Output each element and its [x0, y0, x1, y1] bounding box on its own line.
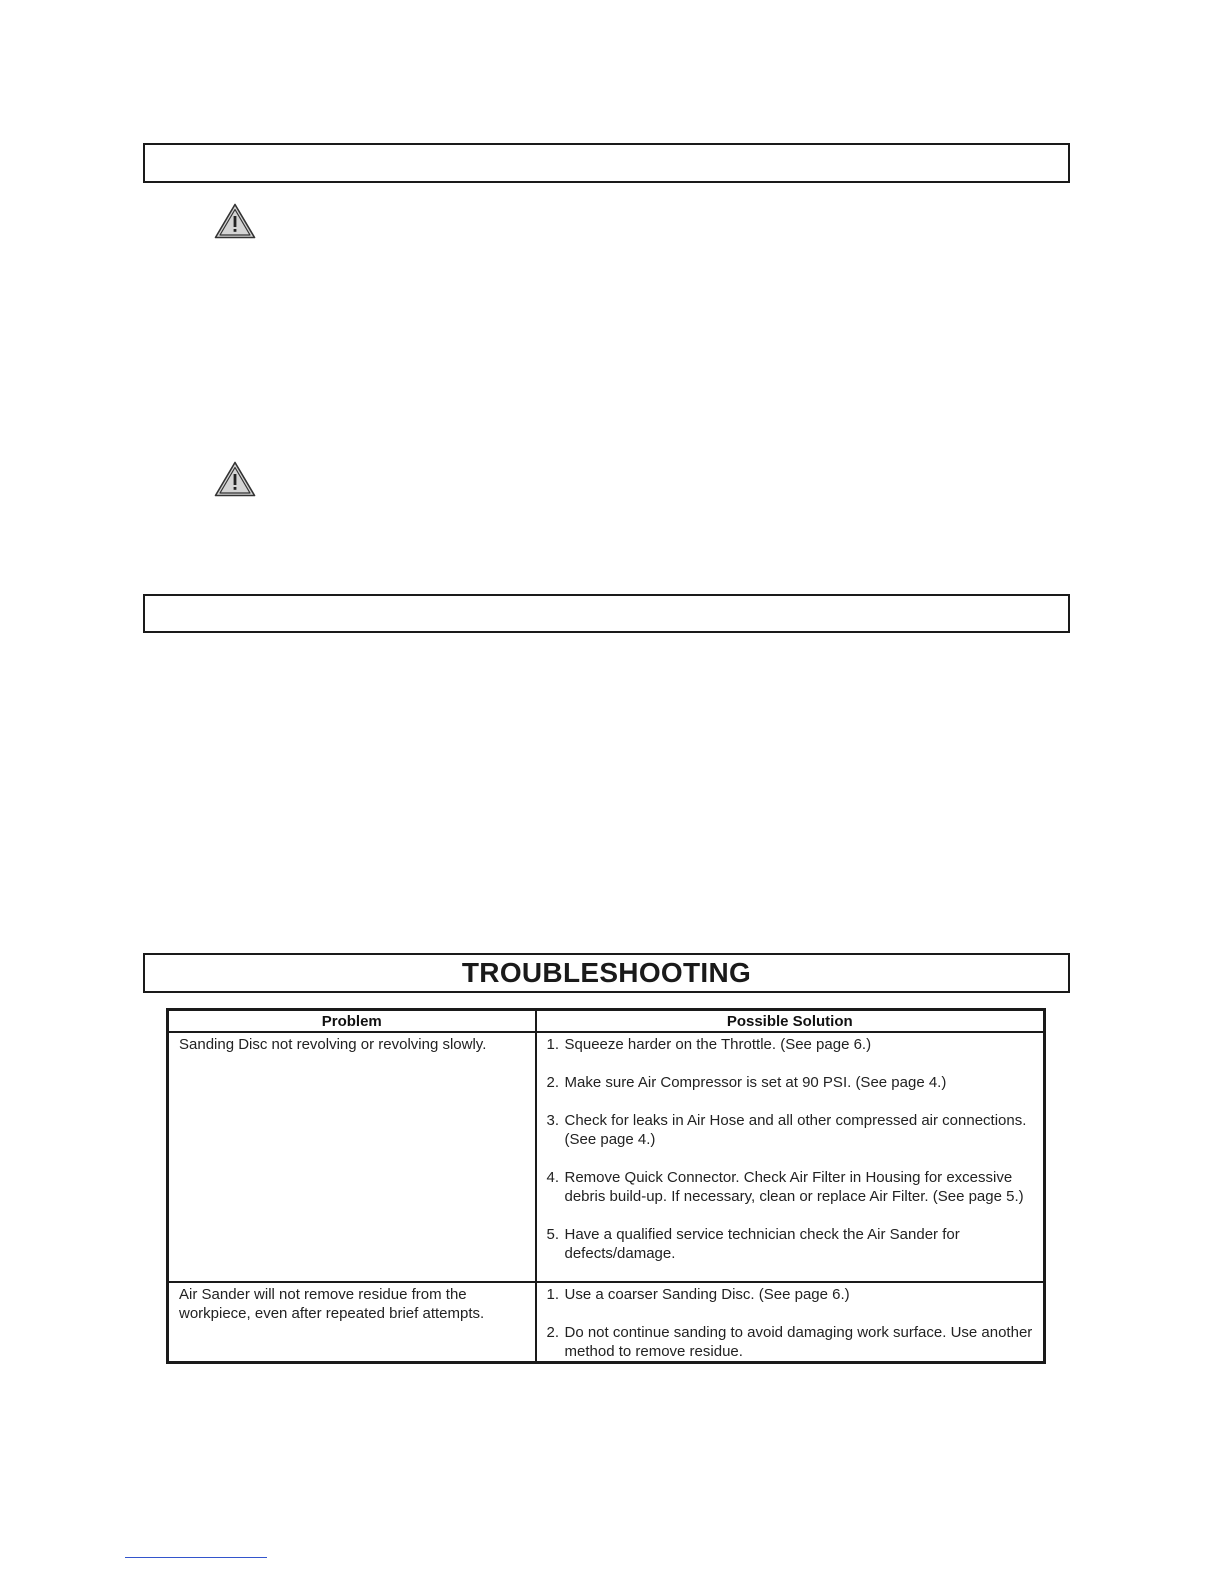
solution-text: Squeeze harder on the Throttle. (See page 6.) — [564, 1035, 872, 1053]
list-item — [547, 1073, 1036, 1092]
solution-list — [547, 1035, 1036, 1263]
table-row — [168, 1032, 1045, 1282]
solution-text: Check for leaks in Air Hose and all other compressed air connections. (See page 4.) — [564, 1111, 1027, 1148]
solution-number: 5. — [546, 1225, 560, 1243]
list-item — [547, 1111, 1036, 1149]
solution-number: 3. — [546, 1111, 560, 1129]
solution-text: Remove Quick Connector. Check Air Filter in Housing for excessive debris build-up. If necessary, clean or replace Air Filter. (See page 5.) — [564, 1168, 1024, 1205]
section-header-box-1 — [143, 143, 1070, 183]
table-row — [168, 1282, 1045, 1363]
warning-triangle-icon — [214, 461, 256, 497]
solution-number: 1. — [546, 1035, 560, 1053]
solution-cell — [536, 1032, 1045, 1282]
solution-text: Make sure Air Compressor is set at 90 PSI. (See page 4.) — [564, 1073, 947, 1091]
solution-number: 2. — [546, 1323, 560, 1341]
solution-text: Have a qualified service technician check the Air Sander for defects/damage. — [564, 1225, 960, 1262]
troubleshooting-header — [143, 953, 1070, 993]
list-item — [547, 1035, 1036, 1054]
problem-text: Sanding Disc not revolving or revolving slowly. — [179, 1035, 487, 1053]
troubleshooting-table — [166, 1008, 1046, 1364]
section-header-box-2 — [143, 594, 1070, 633]
solution-cell — [536, 1282, 1045, 1363]
list-item — [547, 1225, 1036, 1263]
solution-number: 4. — [546, 1168, 560, 1186]
solution-number: 2. — [546, 1073, 560, 1091]
list-item — [547, 1168, 1036, 1206]
solution-number: 1. — [546, 1285, 560, 1303]
list-item — [547, 1285, 1036, 1304]
solution-text: Use a coarser Sanding Disc. (See page 6.) — [564, 1285, 850, 1303]
troubleshooting-title: TROUBLESHOOTING — [461, 957, 752, 988]
problem-cell — [168, 1032, 536, 1282]
footer-link-rule — [125, 1557, 267, 1558]
solution-column-header: Possible Solution — [536, 1010, 1045, 1032]
table-header-row — [168, 1010, 1045, 1032]
problem-column-header: Problem — [168, 1010, 536, 1032]
list-item — [547, 1323, 1036, 1361]
solution-list — [547, 1285, 1036, 1361]
problem-cell — [168, 1282, 536, 1363]
problem-text: Air Sander will not remove residue from the workpiece, even after repeated brief attempts. — [179, 1285, 485, 1322]
warning-triangle-icon — [214, 203, 256, 239]
solution-text: Do not continue sanding to avoid damaging work surface. Use another method to remove residue. — [564, 1323, 1033, 1360]
